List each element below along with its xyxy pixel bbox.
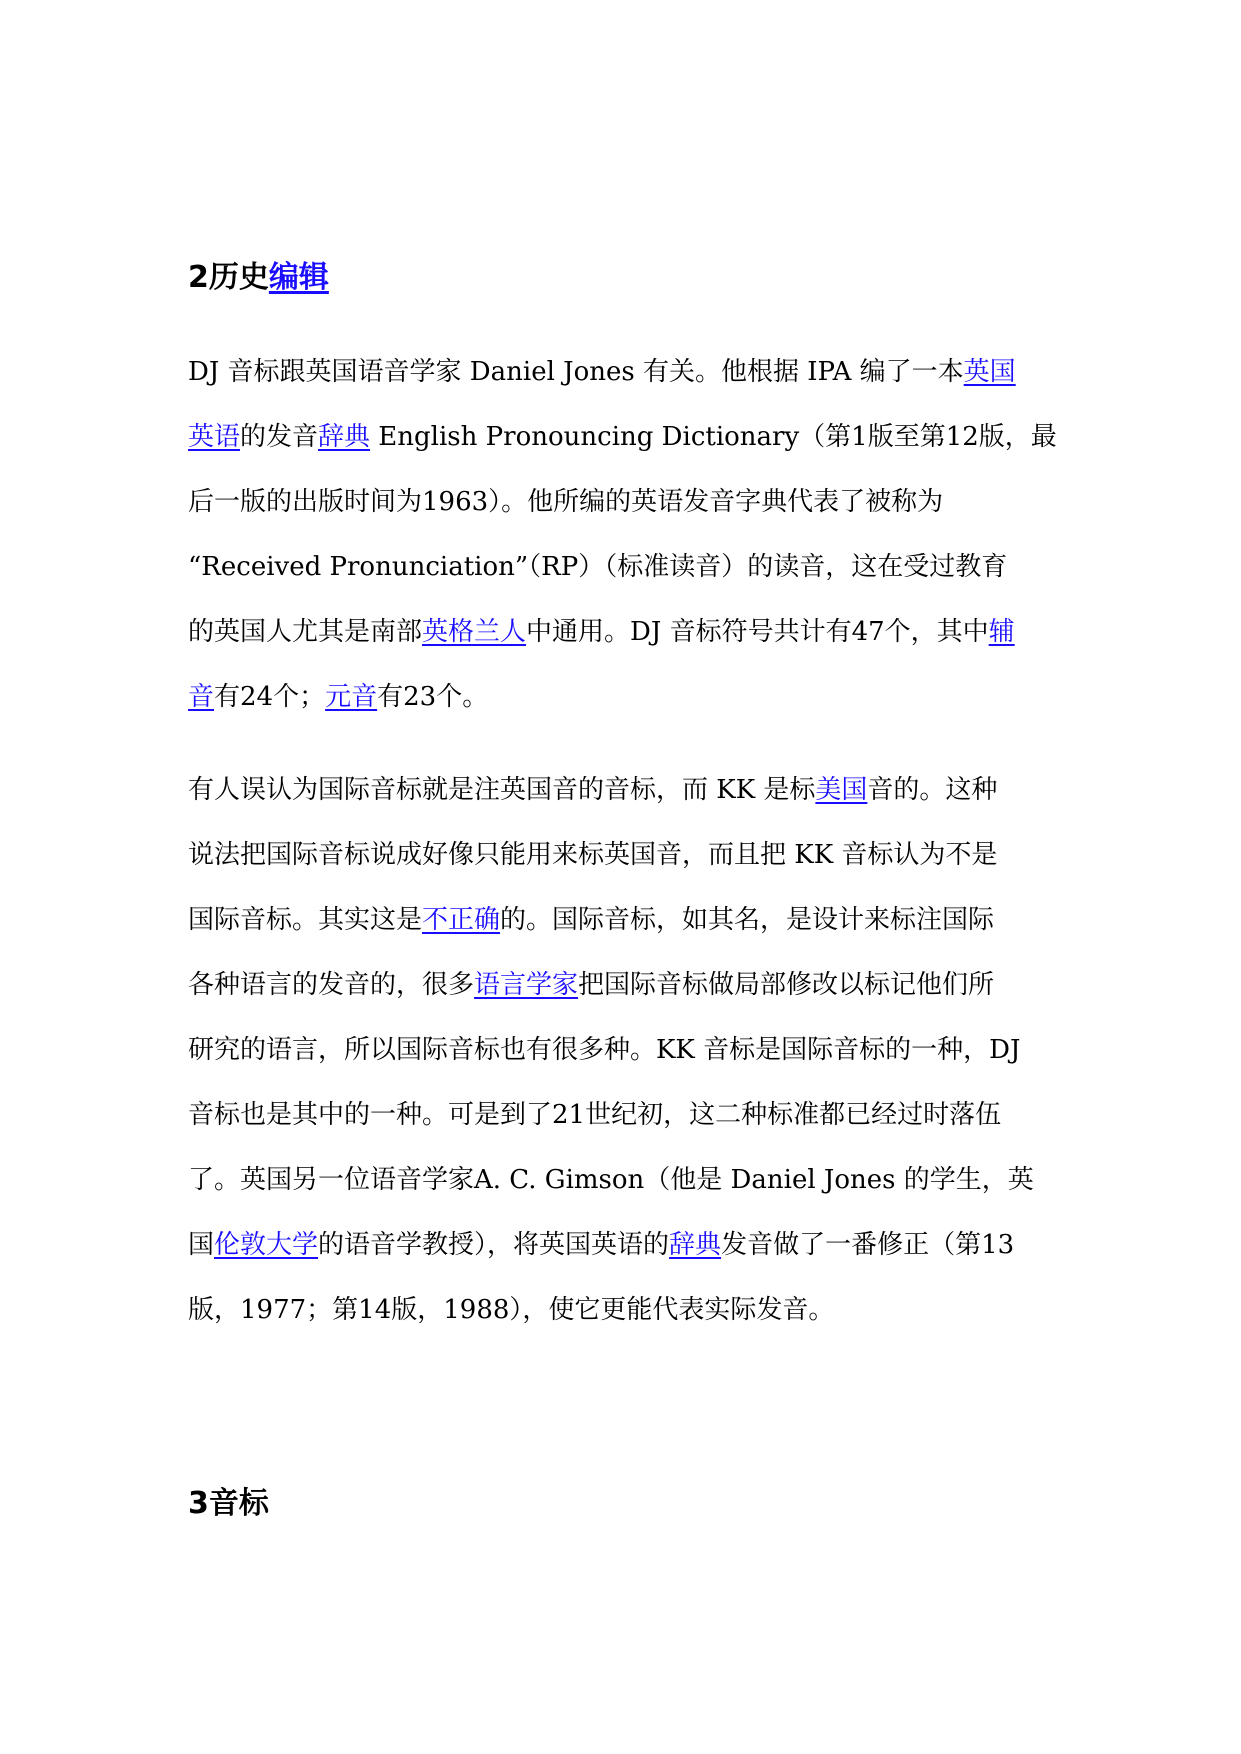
section-title-phonetic-symbols: 3音标 <box>188 1486 269 1521</box>
inline-link[interactable]: 元音 <box>325 682 378 712</box>
text-run: 有23个。 <box>377 682 489 712</box>
inline-link[interactable]: 音 <box>188 682 215 712</box>
text-line <box>188 1148 1088 1213</box>
text-run: 中通用。DJ 音标符号共计有47个，其中 <box>526 617 989 647</box>
text-run: 有人误认为国际音标就是注英国音的音标，而 KK 是标 <box>188 775 816 805</box>
text-line <box>188 1213 1088 1278</box>
edit-link[interactable]: 编辑 <box>268 260 329 295</box>
text-run: 把国际音标做局部修改以标记他们所 <box>578 970 995 1000</box>
text-line <box>188 953 1088 1018</box>
inline-link[interactable]: 英格兰人 <box>422 617 527 647</box>
text-line <box>188 888 1088 953</box>
text-run: 各种语言的发音的，很多 <box>188 970 475 1000</box>
text-line <box>188 758 1088 823</box>
text-run: 音标也是其中的一种。可是到了21世纪初，这二种标准都已经过时落伍 <box>188 1100 1002 1130</box>
section-title-history: 2历史 <box>188 260 269 295</box>
text-line <box>188 405 1088 470</box>
text-run: 研究的语言，所以国际音标也有很多种。KK 音标是国际音标的一种，DJ <box>188 1035 1021 1065</box>
text-run: 国际音标。其实这是 <box>188 905 423 935</box>
inline-link[interactable]: 辅 <box>988 617 1015 647</box>
text-line <box>188 823 1088 888</box>
text-line <box>188 1278 1088 1343</box>
text-line <box>188 340 1088 405</box>
text-run: English Pronouncing Dictionary（第1版至第12版，最 <box>370 422 1057 452</box>
inline-link[interactable]: 英语 <box>188 422 241 452</box>
text-run: 说法把国际音标说成好像只能用来标英国音，而且把 KK 音标认为不是 <box>188 840 998 870</box>
inline-link[interactable]: 伦敦大学 <box>214 1230 319 1260</box>
text-run: 版，1977；第14版，1988），使它更能代表实际发音。 <box>188 1295 835 1325</box>
text-run: 的发音 <box>240 422 319 452</box>
text-run: 的语音学教授），将英国英语的 <box>318 1230 670 1260</box>
text-run: 的英国人尤其是南部 <box>188 617 423 647</box>
text-run: 国 <box>188 1230 215 1260</box>
paragraph-ipa-misconception <box>188 758 1088 1343</box>
inline-link[interactable]: 辞典 <box>318 422 371 452</box>
text-run: 音的。这种 <box>867 775 998 805</box>
paragraph-dj-phonetics <box>188 340 1088 730</box>
inline-link[interactable]: 美国 <box>815 775 868 805</box>
text-run: 后一版的出版时间为1963）。他所编的英语发音字典代表了被称为 <box>188 487 944 517</box>
text-run: 的。国际音标，如其名，是设计来标注国际 <box>500 905 995 935</box>
text-run: DJ 音标跟英国语音学家 Daniel Jones 有关。他根据 IPA 编了一本 <box>188 357 964 387</box>
inline-link[interactable]: 不正确 <box>422 905 501 935</box>
inline-link[interactable]: 英国 <box>963 357 1016 387</box>
inline-link[interactable]: 语言学家 <box>474 970 579 1000</box>
inline-link[interactable]: 辞典 <box>669 1230 722 1260</box>
text-run: 发音做了一番修正（第13 <box>721 1230 1015 1260</box>
text-line <box>188 1083 1088 1148</box>
text-line <box>188 1018 1088 1083</box>
text-line <box>188 470 1088 535</box>
section-heading-phonetic-symbols <box>188 1484 269 1524</box>
text-run: “Received Pronunciation”（RP）（标准读音）的读音，这在受过教育 <box>188 552 1008 582</box>
text-run: 了。英国另一位语音学家A. C. Gimson（他是 Daniel Jones 的学生，英 <box>188 1165 1034 1195</box>
section-heading-history <box>188 258 329 298</box>
text-run: 有24个； <box>214 682 326 712</box>
text-line <box>188 535 1088 600</box>
text-line <box>188 600 1088 665</box>
text-line <box>188 665 1088 730</box>
